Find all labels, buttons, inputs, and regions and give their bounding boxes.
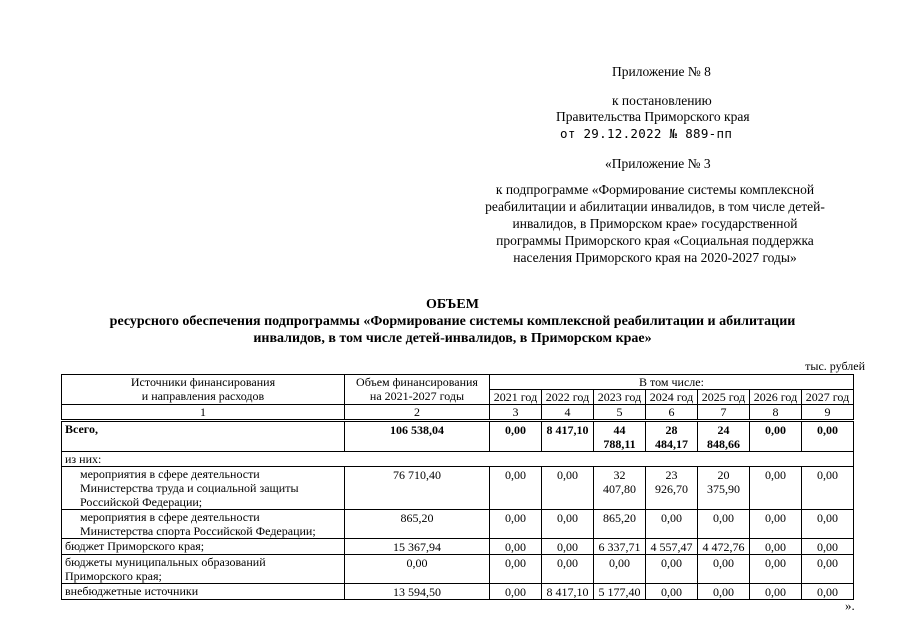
year-value: 0,00 [542, 467, 594, 510]
to-decree-label: к постановлению [612, 93, 712, 108]
row-label [62, 584, 345, 600]
row-label-line: мероприятия в сфере деятельности [80, 467, 260, 481]
appendix-3-label: «Приложение № 3 [605, 156, 711, 171]
year-value: 0,00 [646, 555, 698, 584]
row-total: 13 594,50 [345, 584, 490, 600]
subprogram-line: инвалидов, в Приморском крае» государственной [512, 216, 798, 231]
row-label-line: бюджет Приморского края; [65, 539, 205, 553]
subprogram-line: реабилитации и абилитации инвалидов, в том числе детей- [485, 199, 825, 214]
year-value: 0,00 [542, 555, 594, 584]
row-label-line: внебюджетные источники [65, 584, 199, 598]
row-label-line: Приморского края; [65, 569, 162, 583]
header-sources [62, 375, 345, 405]
subprogram-line: программы Приморского края «Социальная поддержка [496, 233, 814, 248]
table-row [62, 555, 854, 584]
year-value: 0,00 [750, 467, 802, 510]
column-number: 1 [62, 405, 345, 421]
title-line-1: ресурсного обеспечения подпрограммы «Формирование системы комплексной реабилитации и абилитации [109, 314, 796, 329]
header-including: В том числе: [490, 375, 854, 390]
year-header: 2022 год [542, 390, 594, 405]
year-header: 2025 год [698, 390, 750, 405]
year-value: 0,00 [490, 421, 542, 452]
year-value: 0,00 [698, 584, 750, 600]
government-label: Правительства Приморского края [556, 109, 750, 124]
table-row [62, 421, 854, 452]
year-header: 2026 год [750, 390, 802, 405]
unit-label: тыс. рублей [805, 359, 865, 373]
table-header-row [62, 375, 854, 390]
year-value: 0,00 [698, 510, 750, 539]
row-total: 76 710,40 [345, 467, 490, 510]
row-total: 15 367,94 [345, 539, 490, 555]
year-value: 0,00 [490, 555, 542, 584]
year-value: 0,00 [802, 421, 854, 452]
column-number: 2 [345, 405, 490, 421]
row-total: 0,00 [345, 555, 490, 584]
row-label-line: Министерства труда и социальной защиты [80, 481, 299, 495]
table-row [62, 467, 854, 510]
year-value: 6 337,71 [594, 539, 646, 555]
row-label-line: Министерства спорта Российской Федерации; [80, 524, 316, 538]
subprogram-line: населения Приморского края на 2020-2027 годы» [513, 250, 797, 265]
year-header: 2021 год [490, 390, 542, 405]
row-label-line: мероприятия в сфере деятельности [80, 510, 260, 524]
closing-quote: ». [845, 598, 855, 613]
year-value: 0,00 [802, 555, 854, 584]
row-label [62, 555, 345, 584]
year-value: 0,00 [490, 584, 542, 600]
funding-table [61, 374, 854, 600]
column-number: 5 [594, 405, 646, 421]
year-value: 0,00 [490, 467, 542, 510]
year-value: 8 417,10 [542, 584, 594, 600]
year-value: 24 848,66 [698, 421, 750, 452]
row-label [62, 467, 345, 510]
table-row [62, 584, 854, 600]
row-label [62, 510, 345, 539]
year-value: 865,20 [594, 510, 646, 539]
year-value: 5 177,40 [594, 584, 646, 600]
row-label-line: Всего, [65, 422, 98, 436]
year-value: 0,00 [698, 555, 750, 584]
year-value: 0,00 [750, 539, 802, 555]
year-value: 0,00 [802, 539, 854, 555]
year-header: 2027 год [802, 390, 854, 405]
header-sources-line: Источники финансирования [130, 375, 276, 389]
year-value: 4 472,76 [698, 539, 750, 555]
year-value: 0,00 [646, 510, 698, 539]
year-header: 2023 год [594, 390, 646, 405]
year-value: 0,00 [594, 555, 646, 584]
row-total: 106 538,04 [345, 421, 490, 452]
header-sources-line: и направления расходов [141, 389, 265, 403]
subprogram-reference [450, 181, 860, 266]
title-main: ОБЪЕМ [426, 297, 479, 312]
appendix-number: Приложение № 8 [612, 64, 711, 79]
year-value: 0,00 [542, 539, 594, 555]
title-line-2: инвалидов, в том числе детей-инвалидов, в Приморском крае» [253, 331, 652, 346]
table-row [62, 539, 854, 555]
year-value: 8 417,10 [542, 421, 594, 452]
year-value: 0,00 [750, 510, 802, 539]
year-value: 0,00 [802, 510, 854, 539]
column-number: 8 [750, 405, 802, 421]
subprogram-line: к подпрограмме «Формирование системы комплексной [495, 182, 815, 197]
year-value: 20 375,90 [698, 467, 750, 510]
header-volume-line: Объем финансирования [356, 375, 478, 389]
year-value: 0,00 [750, 584, 802, 600]
row-label-line: бюджеты муниципальных образований [65, 555, 266, 569]
row-label [62, 421, 345, 452]
year-value: 0,00 [490, 539, 542, 555]
row-label [62, 539, 345, 555]
table-row [62, 510, 854, 539]
column-number: 3 [490, 405, 542, 421]
row-label-line: Российской Федерации; [80, 495, 203, 509]
year-value: 0,00 [646, 584, 698, 600]
column-number: 7 [698, 405, 750, 421]
column-numbers-row [62, 405, 854, 421]
row-label [62, 452, 854, 467]
document-title [40, 296, 865, 347]
header-volume-line: на 2021-2027 годы [369, 389, 465, 403]
table-row [62, 452, 854, 467]
year-value: 0,00 [750, 555, 802, 584]
year-value: 0,00 [490, 510, 542, 539]
year-value: 28 484,17 [646, 421, 698, 452]
row-label-line: из них: [65, 452, 102, 466]
year-value: 4 557,47 [646, 539, 698, 555]
decree-date-stamp: от 29.12.2022 № 889-пп [560, 126, 733, 141]
year-value: 0,00 [802, 467, 854, 510]
column-number: 4 [542, 405, 594, 421]
column-number: 6 [646, 405, 698, 421]
row-total: 865,20 [345, 510, 490, 539]
year-value: 44 788,11 [594, 421, 646, 452]
year-value: 0,00 [542, 510, 594, 539]
column-number: 9 [802, 405, 854, 421]
year-value: 0,00 [750, 421, 802, 452]
year-value: 32 407,80 [594, 467, 646, 510]
year-value: 0,00 [802, 584, 854, 600]
table-body [62, 421, 854, 600]
year-value: 23 926,70 [646, 467, 698, 510]
header-volume [345, 375, 490, 405]
year-header: 2024 год [646, 390, 698, 405]
